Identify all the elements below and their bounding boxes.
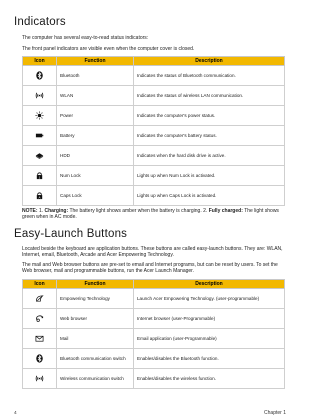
row-description: Indicates when the hard disk drive is active. [134,146,285,166]
battery-icon [35,131,44,140]
row-description: Internet browser (user-Programmable) [134,309,285,329]
row-function: Num Lock [57,166,134,186]
note-1-text: The battery light shows amber when the battery is charging. [69,208,202,214]
table-row [23,126,285,146]
easy-launch-para-1: Located beside the keyboard are application buttons. These buttons are called easy-launch buttons. They are: WLAN, Internet, email, Bluetooth, Arcade and Acer Empowering Technology. [22,246,283,259]
row-function: Caps Lock [57,186,134,206]
row-description: Indicates the computer's power status. [134,106,285,126]
table-row [23,309,285,329]
row-description: Indicates the status of wireless LAN communication. [134,86,285,106]
table-row [23,86,285,106]
row-function: Web browser [57,309,134,329]
indicators-intro-1: The computer has several easy-to-read status indicators: [22,35,149,41]
easy-launch-heading: Easy-Launch Buttons [14,228,128,240]
table-row [23,289,285,309]
num-lock-icon [35,171,44,180]
row-function: Power [57,106,134,126]
hdd-icon [35,151,44,160]
row-function: Mail [57,329,134,349]
note-block [22,208,284,221]
row-function: Bluetooth communication switch [57,349,134,369]
caps-lock-icon [35,191,44,200]
row-function: Bluetooth [57,66,134,86]
empowering-icon [35,294,44,303]
note-2-text: The light shows green when in AC mode. [22,208,279,221]
row-description: Enables/disables the wireless function. [134,369,285,389]
row-description: Launch Acer Empowering Technology. (user-programmable) [134,289,285,309]
bluetooth-icon [35,354,44,363]
svg-text:A: A [38,195,41,200]
note-1-label: Charging: [44,208,69,214]
row-description: Indicates the status of Bluetooth communication. [134,66,285,86]
row-function: WLAN [57,86,134,106]
table-row [23,329,285,349]
power-icon [35,111,44,120]
row-description: Enables/disables the Bluetooth function. [134,349,285,369]
column-header-description: Description [134,57,285,66]
row-function: HDD [57,146,134,166]
row-function: Wireless communication switch [57,369,134,389]
table-row [23,166,285,186]
column-header-function: Function [57,280,134,289]
note-1-num: 1. [38,208,44,214]
table-row [23,186,285,206]
row-function: Battery [57,126,134,146]
row-description: Lights up when Caps Lock is activated. [134,186,285,206]
mail-icon [35,334,44,343]
row-description: Lights up when Num Lock is activated. [134,166,285,186]
easy-launch-para-2: The mail and Web browser buttons are pre-set to email and Internet programs, but can be reset by users. To set the Web browser, mail and programmable buttons, run the Acer Launch Manager. [22,262,278,275]
row-description: Email application (user-Programmable) [134,329,285,349]
column-header-function: Function [57,57,134,66]
column-header-icon: Icon [23,280,57,289]
table-row [23,369,285,389]
note-label: NOTE: [22,208,38,214]
indicators-table [22,56,285,206]
wlan-icon [35,91,44,100]
wireless-icon [35,374,44,383]
row-function: Empowering Technology [57,289,134,309]
web-browser-icon [35,314,44,323]
column-header-icon: Icon [23,57,57,66]
table-row [23,106,285,126]
table-row [23,66,285,86]
note-2-num: 2. [203,208,208,214]
indicators-heading: Indicators [14,16,66,28]
indicators-intro-2: The front panel indicators are visible even when the computer cover is closed. [22,46,195,52]
row-description: Indicates the computer's battery status. [134,126,285,146]
bluetooth-icon [35,71,44,80]
svg-text:1: 1 [38,175,41,180]
table-row [23,349,285,369]
column-header-description: Description [134,280,285,289]
easy-launch-table [22,279,285,389]
table-row [23,146,285,166]
chapter-label: Chapter 1 [264,410,286,416]
note-2-label: Fully charged: [208,208,243,214]
page-number: 4 [14,411,17,416]
